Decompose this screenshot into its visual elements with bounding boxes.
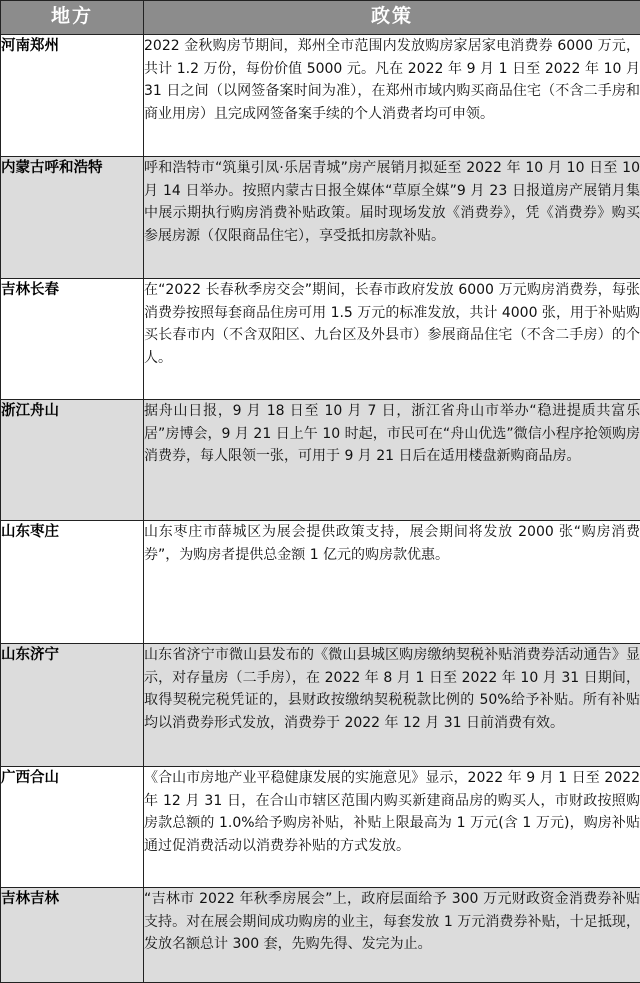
region-cell: 山东济宁 (1, 644, 144, 767)
region-cell: 浙江舟山 (1, 400, 144, 521)
header-region: 地方 (1, 1, 144, 35)
region-cell: 山东枣庄 (1, 521, 144, 644)
table-row (1, 157, 640, 279)
header-policy: 政策 (144, 1, 640, 35)
policy-cell: 据舟山日报，9 月 18 日至 10 月 7 日，浙江省舟山市举办“稳进提质共富乐居”房博会，9 月 21 日上午 10 时起，市民可在“舟山优选”微信小程序抢领购房消费券，每人限领一张，可用于 9 月 21 日后在适用楼盘新购商品房。 (144, 400, 640, 521)
header-row (1, 1, 640, 35)
table-row (1, 521, 640, 644)
policy-cell: 呼和浩特市“筑巢引凤·乐居青城”房产展销月拟延至 2022 年 10 月 10 日至 10 月 14 日举办。按照内蒙古日报全媒体“草原全媒”9 月 23 日报道房产展销月集中展示期执行购房消费补贴政策。届时现场发放《消费券》，凭《消费券》购买参展房源（仅限商品住宅），享受抵扣房款补贴。 (144, 157, 640, 279)
region-cell: 河南郑州 (1, 35, 144, 157)
policy-cell: “吉林市 2022 年秋季房展会”上，政府层面给予 300 万元财政资金消费券补贴支持。对在展会期间成功购房的业主，每套发放 1 万元消费券补贴，十足抵现，发放名额总计 300 套，先购先得、发完为止。 (144, 888, 640, 983)
region-cell: 内蒙古呼和浩特 (1, 157, 144, 279)
policy-cell: 在“2022 长春秋季房交会”期间，长春市政府发放 6000 万元购房消费券，每张消费券按照每套商品住房可用 1.5 万元的标准发放，共计 4000 张，用于补贴购买长春市内（不含双阳区、九台区及外县市）参展商品住宅（不含二手房）的个人。 (144, 279, 640, 400)
table-row (1, 279, 640, 400)
region-cell: 广西合山 (1, 767, 144, 888)
policy-cell: 山东省济宁市微山县发布的《微山县城区购房缴纳契税补贴消费券活动通告》显示，对存量房（二手房），在 2022 年 8 月 1 日至 2022 年 10 月 31 日期间，取得契税完税凭证的，县财政按缴纳契税税款比例的 50%给予补贴。所有补贴均以消费券形式发放，消费券于 2022 年 12 月 31 日前消费有效。 (144, 644, 640, 767)
region-cell: 吉林长春 (1, 279, 144, 400)
table-row (1, 35, 640, 157)
table-row (1, 888, 640, 983)
table-row (1, 767, 640, 888)
region-cell: 吉林吉林 (1, 888, 144, 983)
table-row (1, 400, 640, 521)
policy-cell: 2022 金秋购房节期间，郑州全市范围内发放购房家居家电消费券 6000 万元，共计 1.2 万份，每份价值 5000 元。凡在 2022 年 9 月 1 日至 2022 年 10 月 31 日之间（以网签备案时间为准），在郑州市域内购买商品住宅（不含二手房和商业用房）且完成网签备案手续的个人消费者均可申领。 (144, 35, 640, 157)
policy-cell: 《合山市房地产业平稳健康发展的实施意见》显示，2022 年 9 月 1 日至 2022 年 12 月 31 日，在合山市辖区范围内购买新建商品房的购买人，市财政按照购房款总额的 1.0%给予购房补贴，补贴上限最高为 1 万元(含 1 万元)，购房补贴通过促消费活动以消费券补贴的方式发放。 (144, 767, 640, 888)
policy-cell: 山东枣庄市薛城区为展会提供政策支持，展会期间将发放 2000 张“购房消费券”，为购房者提供总金额 1 亿元的购房款优惠。 (144, 521, 640, 644)
table-row (1, 644, 640, 767)
